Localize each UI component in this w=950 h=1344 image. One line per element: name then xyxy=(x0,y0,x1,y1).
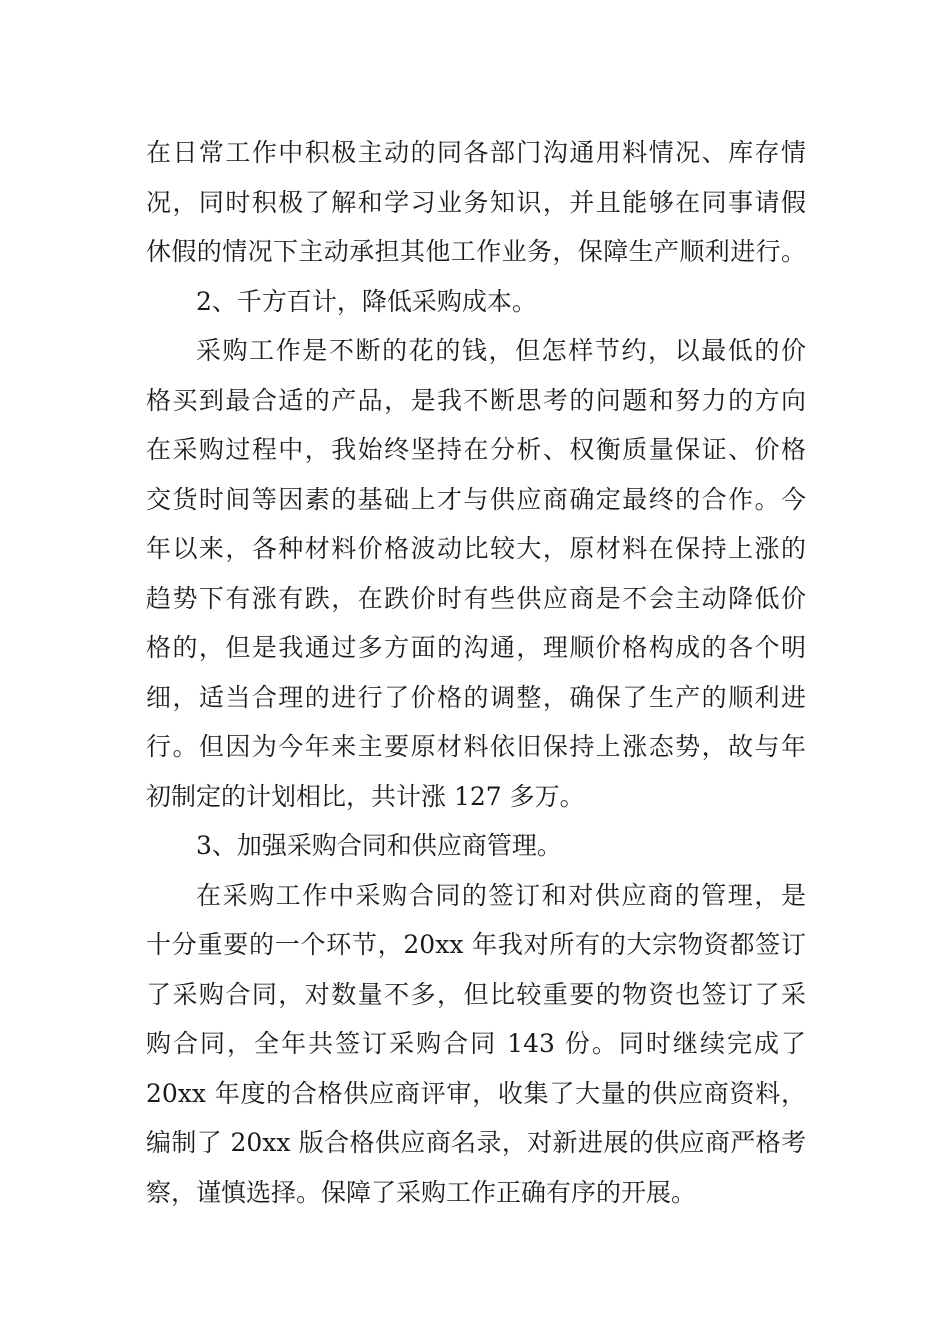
text-line: 趋势下有涨有跌，在跌价时有些供应商是不会主动降低价 xyxy=(146,583,806,613)
text-line: 在采购工作中采购合同的签订和对供应商的管理，是 xyxy=(196,880,806,910)
section-heading-3: 3、加强采购合同和供应商管理。 xyxy=(196,831,562,860)
text-line: 了采购合同，对数量不多，但比较重要的物资也签订了采 xyxy=(146,979,806,1009)
text-line: 在采购过程中，我始终坚持在分析、权衡质量保证、价格 xyxy=(146,435,806,464)
text-line: 在日常工作中积极主动的同各部门沟通用料情况、库存情 xyxy=(146,138,806,167)
text-line: 购合同，全年共签订采购合同 143 份。同时继续完成了 xyxy=(146,1029,806,1058)
text-line: 休假的情况下主动承担其他工作业务，保障生产顺利进行。 xyxy=(146,237,806,266)
text-line: 行。但因为今年来主要原材料依旧保持上涨态势，故与年 xyxy=(146,732,806,761)
text-line: 况，同时积极了解和学习业务知识，并且能够在同事请假 xyxy=(146,187,806,217)
text-line: 格买到最合适的产品，是我不断思考的问题和努力的方向 xyxy=(146,385,806,415)
text-line: 察，谨慎选择。保障了采购工作正确有序的开展。 xyxy=(146,1177,697,1207)
text-line: 采购工作是不断的花的钱，但怎样节约，以最低的价 xyxy=(196,336,806,365)
text-line: 交货时间等因素的基础上才与供应商确定最终的合作。今 xyxy=(146,484,806,514)
text-line: 年以来，各种材料价格波动比较大，原材料在保持上涨的 xyxy=(146,534,806,563)
text-line: 格的，但是我通过多方面的沟通，理顺价格构成的各个明 xyxy=(146,633,806,662)
text-line: 编制了 20xx 版合格供应商名录，对新进展的供应商严格考 xyxy=(146,1128,806,1157)
section-heading-2: 2、千方百计，降低采购成本。 xyxy=(196,286,537,316)
text-line: 20xx 年度的合格供应商评审，收集了大量的供应商资料， xyxy=(146,1078,806,1108)
text-line: 细，适当合理的进行了价格的调整，确保了生产的顺利进 xyxy=(146,682,806,712)
text-line: 初制定的计划相比，共计涨 127 多万。 xyxy=(146,781,585,811)
text-line: 十分重要的一个环节，20xx 年我对所有的大宗物资都签订 xyxy=(146,930,806,959)
body-text xyxy=(146,128,806,1217)
